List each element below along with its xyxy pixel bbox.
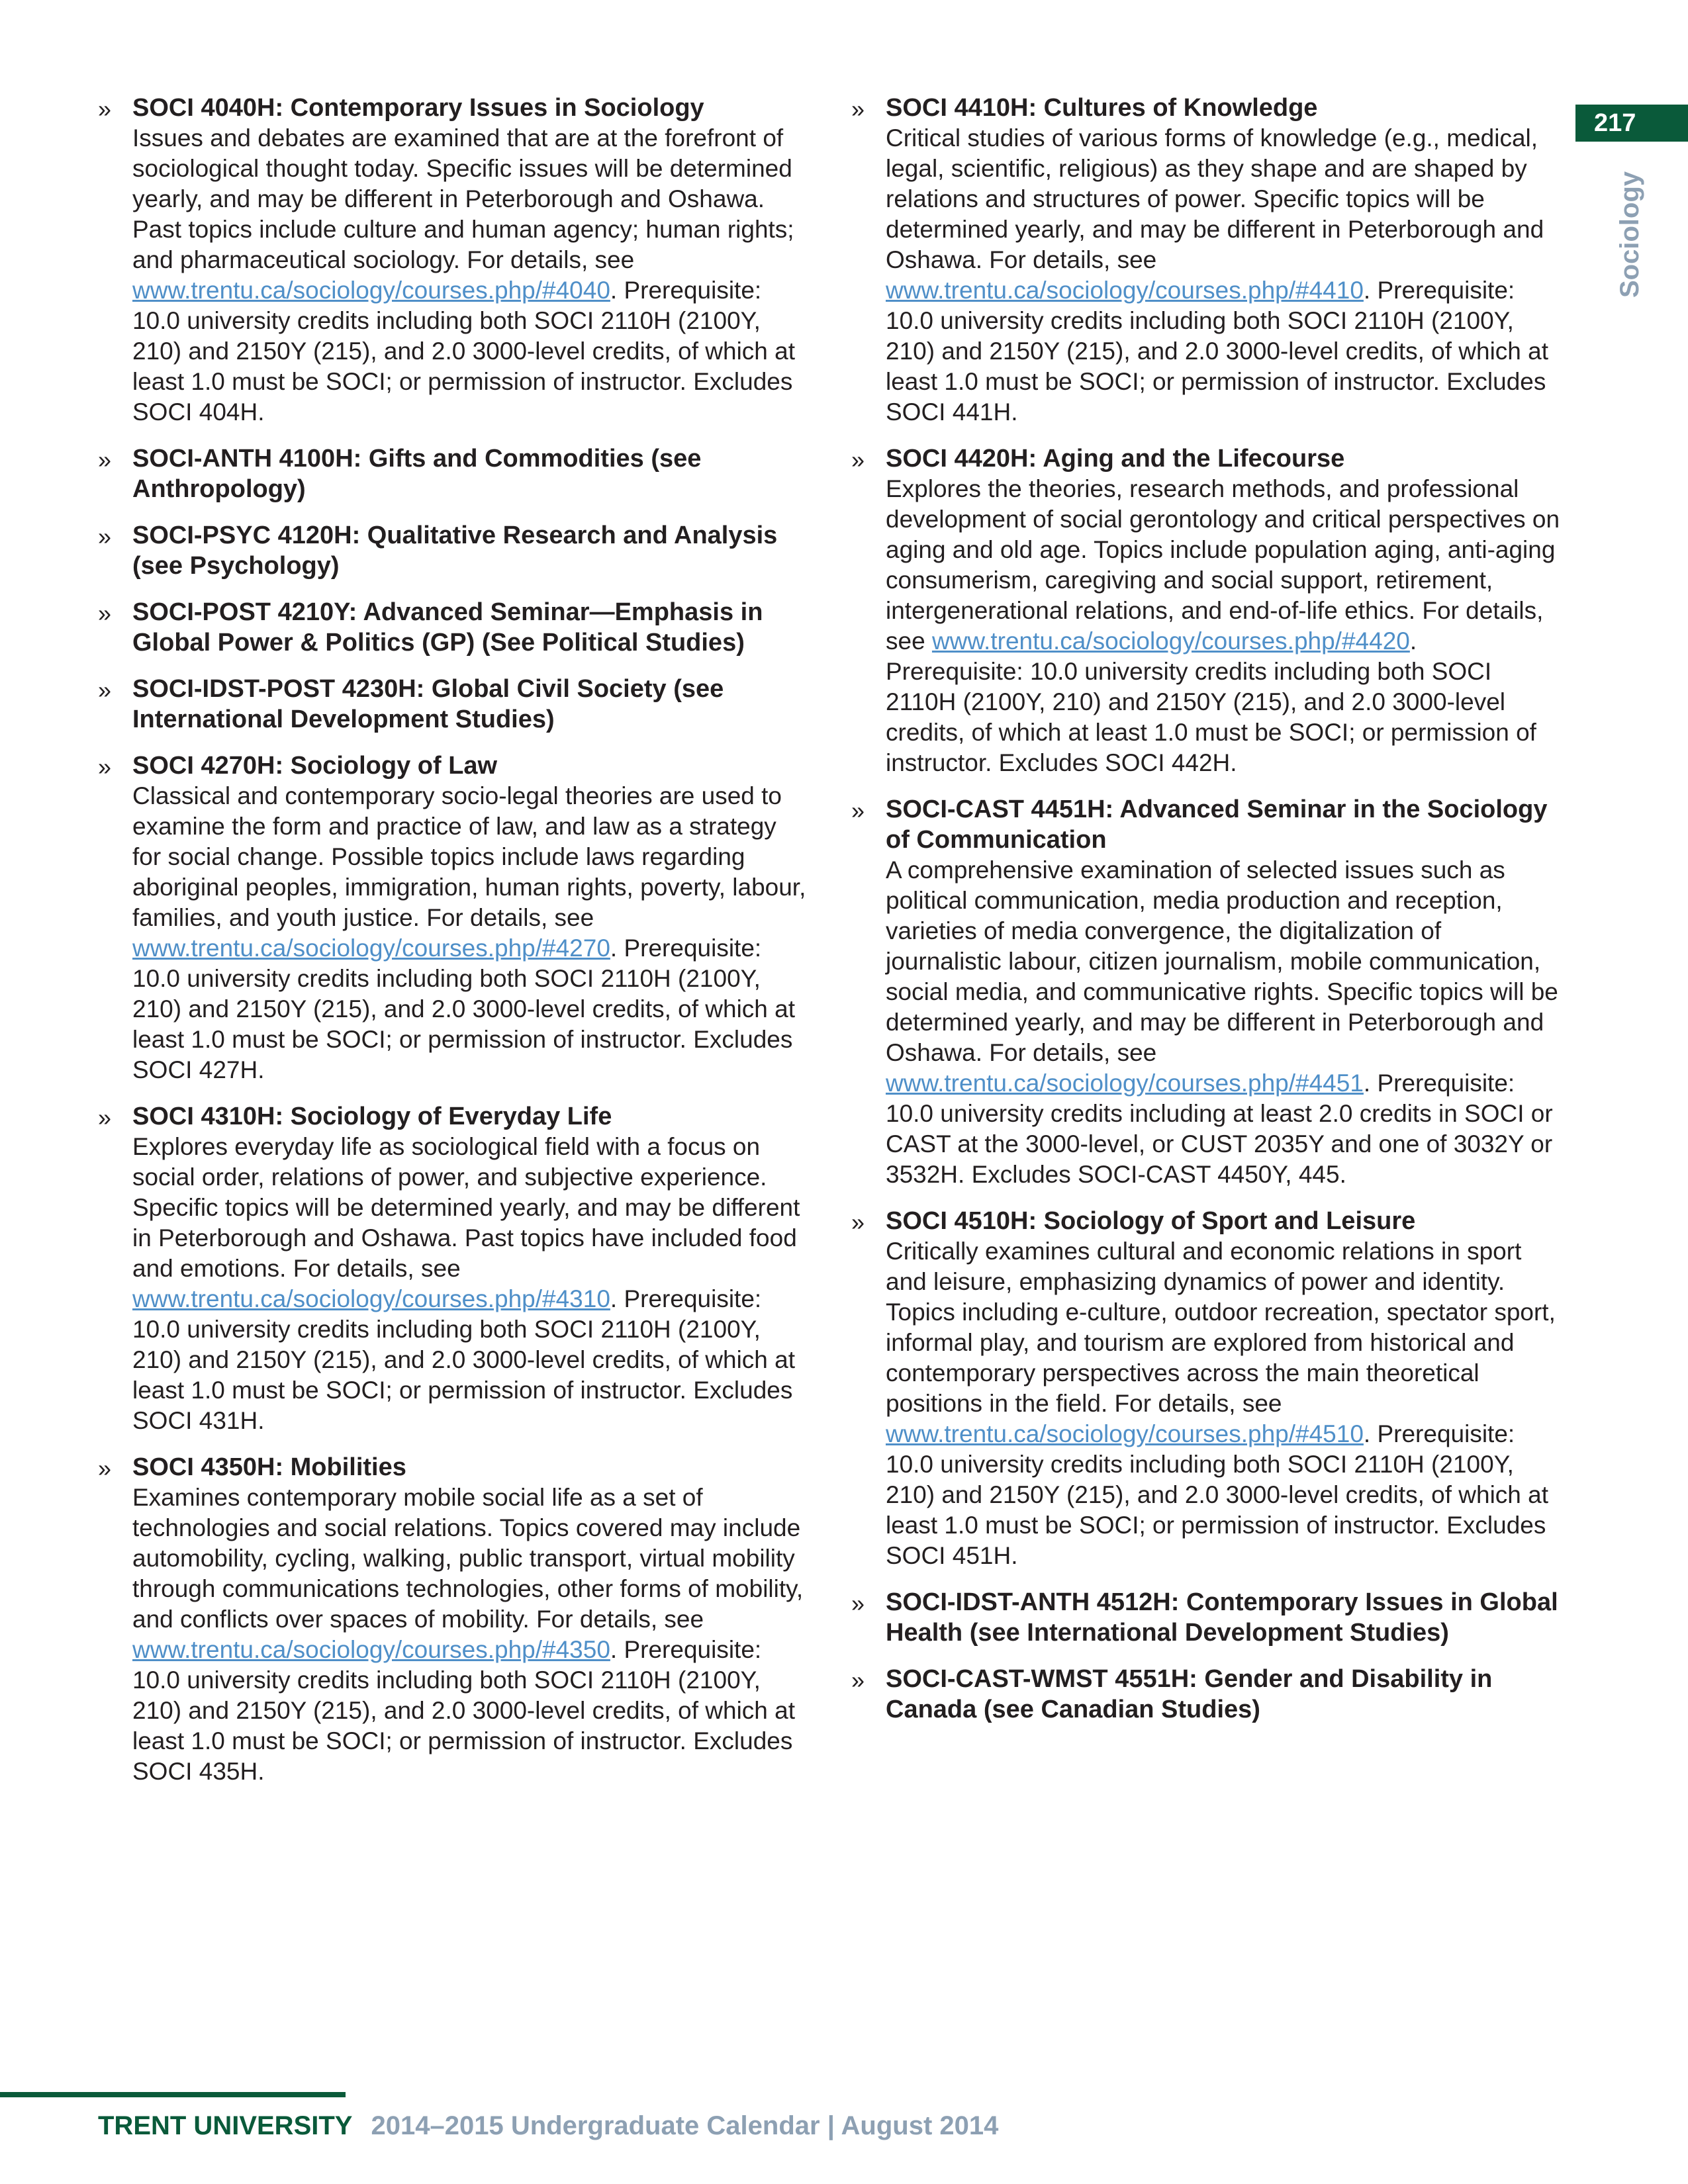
- course-link[interactable]: www.trentu.ca/sociology/courses.php/#4510: [886, 1420, 1364, 1447]
- course-description: [886, 1236, 1561, 1571]
- section-side-label: Sociology: [1615, 171, 1644, 298]
- course-description: [886, 474, 1561, 778]
- course-entry: [846, 1664, 1561, 1725]
- description-text: Critical studies of various forms of knowledge (e.g., medical, legal, scientific, religious) as they shape and are shaped by relations and structures of power. Specific topics will be determined yearly, and may be different in Peterborough and Oshawa. For details, see: [886, 124, 1544, 273]
- bullet-glyph: »: [98, 600, 112, 627]
- course-title: SOCI-PSYC 4120H: Qualitative Research and Analysis (see Psychology): [132, 522, 778, 580]
- course-entry: [846, 1206, 1561, 1571]
- course-description: [132, 123, 808, 428]
- course-description: [132, 1482, 808, 1787]
- prerequisite-text: . Prerequisite: 10.0 university credits including both SOCI 2110H (2100Y, 210) and 2150Y (215), and 2.0 3000-level credits, of which at least 1.0 must be SOCI; or permission of instructor. Excludes SOCI 441H.: [886, 277, 1549, 426]
- prerequisite-text: . Prerequisite: 10.0 university credits including both SOCI 2110H (2100Y, 210) and 2150Y (215), and 2.0 3000-level credits, of which at least 1.0 must be SOCI; or permission of instructor. Excludes SOCI 442H.: [886, 627, 1536, 776]
- course-title: SOCI-ANTH 4100H: Gifts and Commodities (see Anthropology): [132, 445, 702, 503]
- course-entry: [93, 1101, 808, 1436]
- course-entry: [93, 597, 808, 658]
- course-title: SOCI-POST 4210Y: Advanced Seminar—Emphasis in Global Power & Politics (GP) (See Political Studies): [132, 598, 763, 657]
- prerequisite-text: . Prerequisite: 10.0 university credits including both SOCI 2110H (2100Y, 210) and 2150Y (215), and 2.0 3000-level credits, of which at least 1.0 must be SOCI; or permission of instructor. Excludes SOCI 404H.: [132, 277, 796, 426]
- course-link[interactable]: www.trentu.ca/sociology/courses.php/#4350: [132, 1636, 610, 1663]
- description-text: Critically examines cultural and economic relations in sport and leisure, emphasizing dynamics of power and identity. Topics including e-culture, outdoor recreation, spectator sport, informal play, and tourism are explored from historical and contemporary perspectives across the main theoretical positions in the field. For details, see: [886, 1238, 1556, 1417]
- prerequisite-text: . Prerequisite: 10.0 university credits including both SOCI 2110H (2100Y, 210) and 2150Y (215), and 2.0 3000-level credits, of which at least 1.0 must be SOCI; or permission of instructor. Excludes SOCI 427H.: [132, 934, 796, 1083]
- course-link[interactable]: www.trentu.ca/sociology/courses.php/#4270: [132, 934, 610, 962]
- prerequisite-text: . Prerequisite: 10.0 university credits including both SOCI 2110H (2100Y, 210) and 2150Y (215), and 2.0 3000-level credits, of which at least 1.0 must be SOCI; or permission of instructor. Excludes SOCI 435H.: [132, 1636, 796, 1785]
- bullet-glyph: »: [98, 95, 112, 122]
- footer-rule: [0, 2092, 346, 2097]
- course-title: SOCI-CAST 4451H: Advanced Seminar in the Sociology of Communication: [886, 796, 1548, 854]
- course-title: SOCI 4310H: Sociology of Everyday Life: [132, 1103, 612, 1130]
- course-title: SOCI 4040H: Contemporary Issues in Sociology: [132, 94, 704, 122]
- course-description: [886, 123, 1561, 428]
- prerequisite-text: . Prerequisite: 10.0 university credits including at least 2.0 credits in SOCI or CAST at the 3000-level, or CUST 2035Y and one of 3032Y or 3532H. Excludes SOCI-CAST 4450Y, 445.: [886, 1069, 1553, 1188]
- bullet-glyph: »: [98, 676, 112, 704]
- course-link[interactable]: www.trentu.ca/sociology/courses.php/#4410: [886, 277, 1364, 304]
- description-text: A comprehensive examination of selected issues such as political communication, media production and reception, varieties of media convergence, the digitalization of journalistic labour, citizen journalism, mobile communication, social media, and communicative rights. Specific topics will be determined yearly, and may be different in Peterborough and Oshawa. For details, see: [886, 856, 1558, 1066]
- course-link[interactable]: www.trentu.ca/sociology/courses.php/#4310: [132, 1285, 610, 1312]
- course-title: SOCI 4270H: Sociology of Law: [132, 752, 498, 780]
- course-link[interactable]: www.trentu.ca/sociology/courses.php/#4040: [132, 277, 610, 304]
- course-entry: [93, 93, 808, 428]
- course-entry: [846, 93, 1561, 428]
- course-entry: [846, 443, 1561, 778]
- bullet-glyph: »: [98, 446, 112, 473]
- prerequisite-text: . Prerequisite: 10.0 university credits including both SOCI 2110H (2100Y, 210) and 2150Y (215), and 2.0 3000-level credits, of which at least 1.0 must be SOCI; or permission of instructor. Excludes SOCI 451H.: [886, 1420, 1549, 1569]
- bullet-glyph: »: [98, 523, 112, 550]
- bullet-glyph: »: [851, 1208, 865, 1236]
- course-description: [132, 781, 808, 1085]
- course-title: SOCI-CAST-WMST 4551H: Gender and Disability in Canada (see Canadian Studies): [886, 1665, 1493, 1723]
- course-description: [132, 1132, 808, 1436]
- bullet-glyph: »: [98, 1104, 112, 1131]
- prerequisite-text: . Prerequisite: 10.0 university credits including both SOCI 2110H (2100Y, 210) and 2150Y (215), and 2.0 3000-level credits, of which at least 1.0 must be SOCI; or permission of instructor. Excludes SOCI 431H.: [132, 1285, 796, 1434]
- page-number: 217: [1575, 105, 1688, 142]
- course-entry: [93, 751, 808, 1085]
- course-link[interactable]: www.trentu.ca/sociology/courses.php/#4420: [931, 627, 1410, 655]
- footer-university: TRENT UNIVERSITY: [98, 2111, 353, 2140]
- bullet-glyph: »: [98, 753, 112, 780]
- course-entry: [93, 520, 808, 581]
- course-title: SOCI-IDST-ANTH 4512H: Contemporary Issues in Global Health (see International Development Studies): [886, 1588, 1558, 1647]
- bullet-glyph: »: [851, 446, 865, 473]
- bullet-glyph: »: [98, 1455, 112, 1482]
- course-title: SOCI 4510H: Sociology of Sport and Leisure: [886, 1207, 1416, 1235]
- description-text: Explores the theories, research methods, and professional development of social gerontology and critical perspectives on aging and old age. Topics include population aging, anti-aging consumerism, caregiving and social support, retirement, intergenerational relations, and end-of-life ethics. For details, see: [886, 475, 1560, 655]
- bullet-glyph: »: [851, 95, 865, 122]
- course-entry: [93, 1452, 808, 1787]
- course-entry: [846, 1587, 1561, 1648]
- course-title: SOCI 4420H: Aging and the Lifecourse: [886, 445, 1345, 473]
- description-text: Explores everyday life as sociological field with a focus on social order, relations of power, and subjective experience. Specific topics will be determined yearly, and may be different in Peterborough and Oshawa. Past topics have included food and emotions. For details, see: [132, 1133, 800, 1282]
- course-title: SOCI 4410H: Cultures of Knowledge: [886, 94, 1318, 122]
- course-entry: [93, 674, 808, 735]
- left-column: [93, 93, 808, 1803]
- right-column: [846, 93, 1561, 1741]
- course-title: SOCI-IDST-POST 4230H: Global Civil Society (see International Development Studies): [132, 675, 724, 733]
- course-title: SOCI 4350H: Mobilities: [132, 1453, 406, 1481]
- description-text: Examines contemporary mobile social life as a set of technologies and social relations. Topics covered may include automobility, cycling, walking, public transport, virtual mobility through communications technologies, other forms of mobility, and conflicts over spaces of mobility. For details, see: [132, 1484, 804, 1633]
- bullet-glyph: »: [851, 1590, 865, 1617]
- description-text: Issues and debates are examined that are at the forefront of sociological thought today. Specific issues will be determined yearly, and may be different in Peterborough and Oshawa. Past topics include culture and human agency; human rights; and pharmaceutical sociology. For details, see: [132, 124, 794, 273]
- description-text: Classical and contemporary socio-legal theories are used to examine the form and practice of law, and law as a strategy for social change. Possible topics include laws regarding aboriginal peoples, immigration, human rights, poverty, labour, families, and youth justice. For details, see: [132, 782, 806, 931]
- footer-calendar: 2014–2015 Undergraduate Calendar | August 2014: [371, 2111, 999, 2140]
- bullet-glyph: »: [851, 1666, 865, 1694]
- course-link[interactable]: www.trentu.ca/sociology/courses.php/#4451: [886, 1069, 1364, 1097]
- course-description: [886, 855, 1561, 1190]
- course-entry: [846, 794, 1561, 1190]
- course-entry: [93, 443, 808, 504]
- page-footer: [98, 2111, 998, 2141]
- bullet-glyph: »: [851, 797, 865, 824]
